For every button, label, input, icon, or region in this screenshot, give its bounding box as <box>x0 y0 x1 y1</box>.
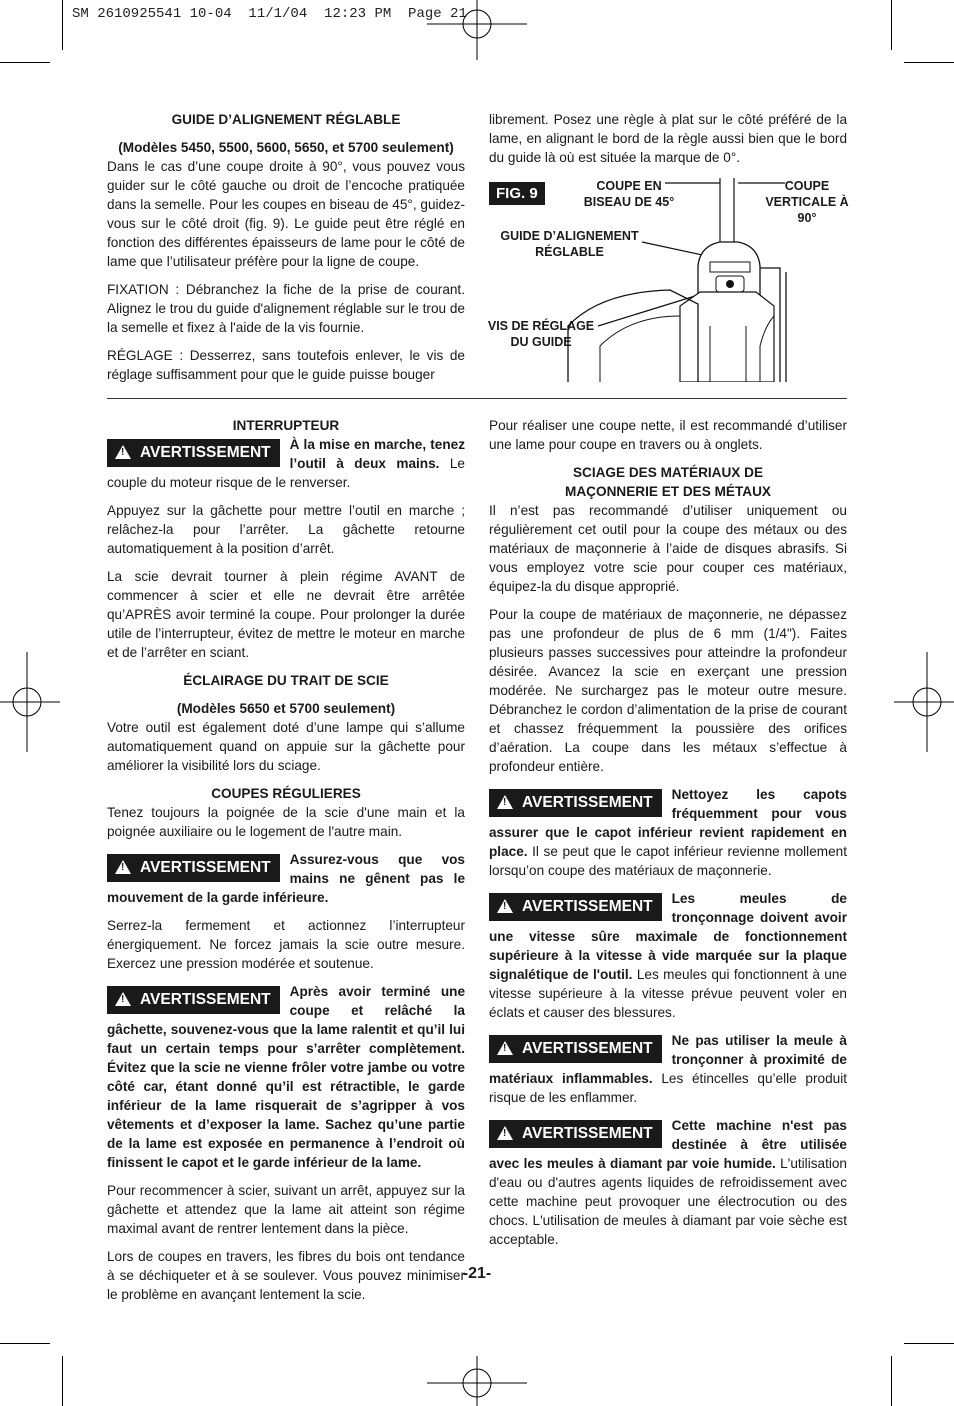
warning-text-capots: Nettoyez les capots fréquemment pour vous assurer que le capot inférieur revient rapidement en place. <box>489 787 847 859</box>
warning-text-diamant-rest: L'utilisation d'eau ou d'autres agents liquides de refroidissement avec cette machine peut provoquer une électrocution ou des chocs. L'utilisation de meules à diamant par voie sèche est acceptable. <box>489 1156 847 1247</box>
warning-text-deux-mains: À la mise en marche, tenez l’outil à deux mains. <box>289 437 465 471</box>
paragraph-librement: librement. Posez une règle à plat sur le côté préféré de la lame, en alignant le bord de la règle aussi bien que le bord du guide là où est située la marque de 0°. <box>489 112 847 165</box>
warning-triangle-icon: ! <box>497 1126 513 1140</box>
left-bottom-column <box>107 416 465 1313</box>
warning-text-capots-rest: Il se peut que le capot inférieur revienne mollement lorsqu’on coupe des matériaux de maçonnerie. <box>489 844 847 878</box>
paragraph-guide: Dans le cas d’une coupe droite à 90°, vous pouvez vous guider sur le côté gauche ou droit de l’encoche pratiquée dans la semelle. Pour les coupes en biseau de 45°, guidez-vous sur le côté droit (fig. 9). Le guide peut être réglé en fonction des différentes épaisseurs de lame pour le côté de lame que l’utilisateur préfère pour la ligne de coupe. <box>107 159 465 269</box>
paragraph-reglage: RÉGLAGE : Desserrez, sans toutefois enlever, le vis de réglage suffisamment pour que le guide puisse bouger <box>107 348 465 382</box>
warning-text-meules-rest: Les meules qui fonctionnent à une vitesse supérieure à la vitesse prévue peuvent voler en éclats et causer des blessures. <box>489 967 847 1020</box>
warning-triangle-icon: ! <box>497 795 513 809</box>
paragraph-gachette: Appuyez sur la gâchette pour mettre l’outil en marche ; relâchez-la pour l’arrêter. La gâchette retourne automatiquement à la position d’arrêt. <box>107 503 465 556</box>
warning-badge: ! AVERTISSEMENT <box>489 1120 662 1148</box>
warning-text-apres: Après avoir terminé une coupe et relâché la gâchette, souvenez-vous que la lame ralentit et qu’il lui faut un certain temps pour s’arrêter complètement. Évitez que la scie ne vienne frôler votre jambe ou votre côté car, étant donné qu’il est rétractible, le garde inférieur de la lame risquerait de s’agripper à vos vêtements et d’exposer la lame. Sachez qu’une partie de la lame est exposée en permanence à l’endroit où finissent le capot et le garde inférieur de la lame. <box>107 984 465 1170</box>
warning-text-mains: Assurez-vous que vos mains ne gênent pas le mouvement de la garde inférieure. <box>107 852 465 905</box>
heading-coupes: COUPES RÉGULIERES <box>211 786 361 801</box>
warning-text-diamant: Cette machine n'est pas destinée à être utilisée avec les meules à diamant par voie humide. <box>489 1118 847 1171</box>
heading-sciage: SCIAGE DES MATÉRIAUX DE MAÇONNERIE ET DES MÉTAUX <box>565 465 771 499</box>
registration-mark-bottom <box>427 1356 527 1406</box>
warning-text-rest: Le couple du moteur risque de le renverser. <box>107 456 465 490</box>
page-number: -21- <box>462 1265 492 1282</box>
paragraph-recommencer: Pour recommencer à scier, suivant un arrêt, appuyez sur la gâchette et attendez que la lame ait atteint son régime maximal avant de rentrer lentement dans la pièce. <box>107 1183 465 1236</box>
subheading-eclairage: (Modèles 5650 et 5700 seulement) <box>176 701 396 716</box>
right-top-column <box>489 110 847 176</box>
print-slug: SM 2610925541 10-04 11/1/04 12:23 PM Page 21 <box>72 6 467 22</box>
registration-mark-top <box>427 0 527 60</box>
warning-badge: ! AVERTISSEMENT <box>489 1035 662 1063</box>
figure-label-guide: GUIDE D’ALIGNEMENT RÉGLABLE <box>500 229 639 259</box>
figure-label-bevel: COUPE EN BISEAU DE 45° <box>583 179 675 209</box>
paragraph-fibres: Lors de coupes en travers, les fibres du bois ont tendance à se déchiqueter et à se soulever. Vous pouvez minimiser le problème en avançant lentement la scie. <box>107 1249 465 1302</box>
warning-badge: ! AVERTISSEMENT <box>489 893 662 921</box>
figure-label-screw: VIS DE RÉGLAGE DU GUIDE <box>487 319 595 349</box>
warning-badge: ! AVERTISSEMENT <box>489 789 662 817</box>
warning-triangle-icon: ! <box>115 992 131 1006</box>
registration-mark-right <box>894 652 954 752</box>
paragraph-maconnerie: Pour la coupe de matériaux de maçonnerie, ne dépassez pas une profondeur de plus de 6 mm (1/4"). Faites plusieurs passes successives pour atteindre la profondeur désirée. Avancez la scie en exerçant une pression modérée. Ne surchargez pas le moteur outre mesure. Débranchez le cordon d’alimentation de la prise de courant et chassez fréquemment la poussière des orifices d’aération. La coupe dans les métaux s’effectue à profondeur entière. <box>489 607 847 774</box>
warning-text-inflammables-rest: Les étincelles qu’elle produit risque de les enflammer. <box>489 1071 847 1105</box>
warning-triangle-icon: ! <box>497 899 513 913</box>
paragraph-coupes: Tenez toujours la poignée de la scie d'une main et la poignée auxiliaire ou le logement de l'autre main. <box>107 805 465 839</box>
warning-triangle-icon: ! <box>115 445 131 459</box>
paragraph-eclairage: Votre outil est également doté d’une lampe qui s’allume automatiquement quand on appuie sur la gâchette pour améliorer la visibilité lors du sciage. <box>107 720 465 773</box>
paragraph-sciage: Il n’est pas recommandé d’utiliser uniquement ou régulièrement cet outil pour la coupe des métaux ou des matériaux de maçonnerie à l’aide de disques abrasifs. Si vous employez votre scie pour couper ces matériaux, équipez-la du disque approprié. <box>489 503 847 594</box>
heading-interrupteur: INTERRUPTEUR <box>232 418 340 433</box>
figure-label-vertical: COUPE VERTICALE À 90° <box>765 179 849 225</box>
warning-badge: ! AVERTISSEMENT <box>107 439 280 467</box>
heading-eclairage: ÉCLAIRAGE DU TRAIT DE SCIE <box>183 673 389 688</box>
right-bottom-column <box>489 416 847 1258</box>
figure-tag: FIG. 9 <box>489 182 545 205</box>
section-divider <box>107 398 847 399</box>
warning-triangle-icon: ! <box>115 860 131 874</box>
paragraph-regime: La scie devrait tourner à plein régime AVANT de commencer à scier et elle ne devrait être arrêtée qu’APRÈS avoir terminé la coupe. Pour prolonger la durée utile de l’interrupteur, évitez de mettre le moteur en marche et de l’arrêter en sciant. <box>107 569 465 660</box>
left-top-column <box>107 110 465 393</box>
section-heading-guide: GUIDE D’ALIGNEMENT RÉGLABLE <box>171 112 401 127</box>
section-subheading-models: (Modèles 5450, 5500, 5600, 5650, et 5700 seulement) <box>118 140 454 155</box>
warning-text-inflammables: Ne pas utiliser la meule à tronçonner à proximité de matériaux inflammables. <box>489 1033 847 1086</box>
warning-triangle-icon: ! <box>497 1041 513 1055</box>
warning-badge: ! AVERTISSEMENT <box>107 986 280 1014</box>
paragraph-fixation: FIXATION : Débranchez la fiche de la prise de courant. Alignez le trou du guide d'alignement réglable sur le trou de la semelle et fixez à l'aide de la vis fournie. <box>107 282 465 335</box>
saw-guide-illustration <box>560 176 850 382</box>
warning-text-meules: Les meules de tronçonnage doivent avoir une vitesse sûre maximale de fonctionnement supérieure à la vitesse à vide marquée sur la plaque signalétique de l'outil. <box>489 891 847 982</box>
registration-mark-left <box>0 652 60 752</box>
paragraph-serrez: Serrez-la fermement et actionnez l’interrupteur énergiquement. Ne forcez jamais la scie outre mesure. Exercez une pression modérée et soutenue. <box>107 918 465 971</box>
warning-badge: ! AVERTISSEMENT <box>107 854 280 882</box>
paragraph-coupe-nette: Pour réaliser une coupe nette, il est recommandé d’utiliser une lame pour coupe en travers ou à onglets. <box>489 418 847 452</box>
